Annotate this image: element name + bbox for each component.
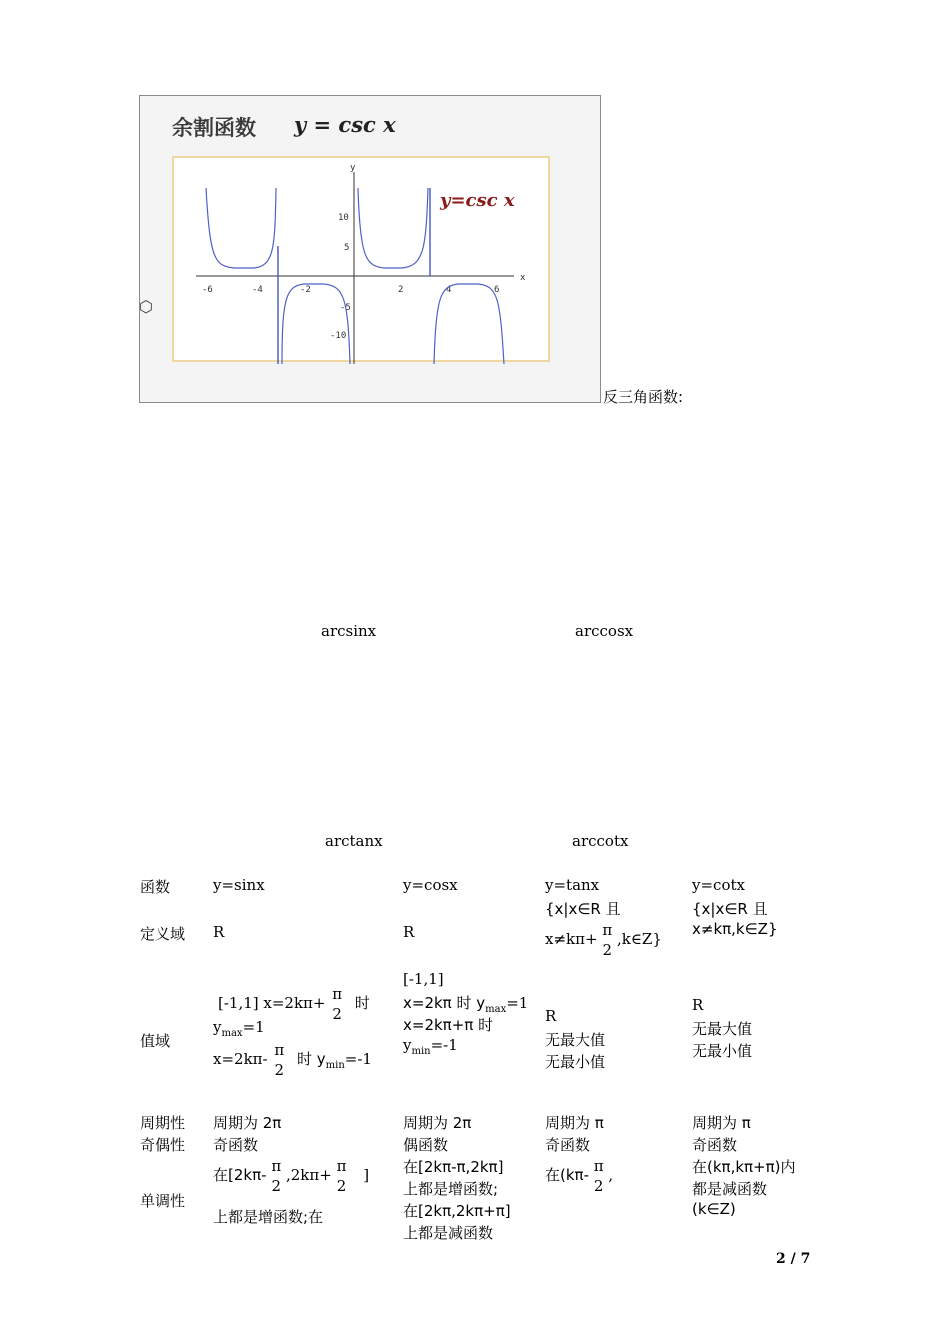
cot-name: y=cotx bbox=[692, 876, 745, 894]
section-heading: 反三角函数: bbox=[603, 388, 684, 406]
tan-period: 周期为 π bbox=[545, 1114, 604, 1132]
page-number: 2 / 7 bbox=[776, 1251, 811, 1267]
plot-legend: y=csc x bbox=[440, 190, 515, 211]
cos-range-line3: x=2kπ+π 时 bbox=[403, 1016, 494, 1034]
sin-parity: 奇函数 bbox=[213, 1136, 259, 1154]
y-tick-label: 5 bbox=[344, 243, 350, 253]
x-tick-label: 6 bbox=[494, 285, 500, 295]
csc-branch bbox=[282, 284, 350, 364]
graph-label-arcsin: arcsinx bbox=[321, 622, 377, 640]
sin-domain: R bbox=[213, 923, 225, 941]
row-header-monotonicity: 单调性 bbox=[140, 1192, 186, 1210]
x-tick-label: -4 bbox=[252, 285, 263, 295]
sin-monotonicity-line1: 在[2kπ- π 2 ,2kπ+ π 2 ] bbox=[213, 1157, 370, 1195]
csc-branch bbox=[206, 188, 276, 268]
tan-monotonicity: 在(kπ- π 2 , bbox=[545, 1157, 614, 1195]
cos-range-line1: [-1,1] bbox=[403, 970, 444, 988]
cot-range-line3: 无最小值 bbox=[692, 1042, 753, 1060]
tan-parity: 奇函数 bbox=[545, 1136, 591, 1154]
cos-monotonicity-line1: 在[2kπ-π,2kπ] bbox=[403, 1158, 504, 1176]
x-axis-label: x bbox=[520, 273, 526, 283]
y-axis-label: y bbox=[350, 163, 356, 173]
csc-plot bbox=[172, 156, 550, 362]
cos-range-line2: x=2kπ 时 $y_{max}=1$ bbox=[403, 994, 529, 1015]
tan-range-line2: 无最大值 bbox=[545, 1031, 606, 1049]
cot-monotonicity-line2: 都是减函数 bbox=[692, 1180, 768, 1198]
cos-name: y=cosx bbox=[403, 876, 458, 894]
tan-range-line3: 无最小值 bbox=[545, 1053, 606, 1071]
row-header-period: 周期性 bbox=[140, 1114, 186, 1132]
cot-monotonicity-line1: 在(kπ,kπ+π)内 bbox=[692, 1158, 796, 1176]
cos-domain: R bbox=[403, 923, 415, 941]
x-tick-label: 4 bbox=[446, 285, 452, 295]
cos-range-line4: $y_{min}=-1$ bbox=[403, 1036, 458, 1057]
cot-range-line1: R bbox=[692, 996, 704, 1014]
tan-domain-line2: x≠kπ+ π 2 ,k∈Z} bbox=[545, 921, 662, 959]
sin-name: y=sinx bbox=[213, 876, 265, 894]
sin-range-line1: [-1,1] x=2kπ+ π 2 时 bbox=[218, 985, 370, 1023]
cot-parity: 奇函数 bbox=[692, 1136, 738, 1154]
sin-range-line2: $y_{max}=1$ bbox=[213, 1018, 265, 1039]
y-tick-label: 10 bbox=[338, 213, 349, 223]
row-header-parity: 奇偶性 bbox=[140, 1136, 186, 1154]
sin-range-line3: x=2kπ- π 2 时 $y_{min}=-1$ bbox=[213, 1041, 372, 1079]
graph-label-arccot: arccotx bbox=[572, 832, 629, 850]
graph-label-arccos: arccosx bbox=[575, 622, 634, 640]
tan-name: y=tanx bbox=[545, 876, 600, 894]
y-tick-label: -10 bbox=[330, 331, 347, 341]
x-tick-label: 2 bbox=[398, 285, 404, 295]
corner-glyph-icon: ⬡ bbox=[139, 297, 153, 316]
csc-plot-svg bbox=[174, 158, 552, 364]
sin-period: 周期为 2π bbox=[213, 1114, 282, 1132]
cos-monotonicity-line4: 上都是减函数 bbox=[403, 1224, 494, 1242]
tan-domain-line1: {x|x∈R 且 bbox=[545, 900, 621, 918]
graph-label-arctan: arctanx bbox=[325, 832, 383, 850]
cot-range-line2: 无最大值 bbox=[692, 1020, 753, 1038]
cot-domain-line2: x≠kπ,k∈Z} bbox=[692, 920, 778, 938]
cos-monotonicity-line3: 在[2kπ,2kπ+π] bbox=[403, 1202, 511, 1220]
cos-monotonicity-line2: 上都是增函数; bbox=[403, 1180, 499, 1198]
cot-domain-line1: {x|x∈R 且 bbox=[692, 900, 768, 918]
cot-period: 周期为 π bbox=[692, 1114, 751, 1132]
row-header-range: 值域 bbox=[140, 1032, 171, 1050]
figure-equation: y = csc x bbox=[294, 112, 396, 137]
y-tick-label: -5 bbox=[340, 303, 351, 313]
cos-period: 周期为 2π bbox=[403, 1114, 472, 1132]
csc-branch bbox=[358, 188, 428, 268]
csc-branch bbox=[434, 284, 504, 364]
row-header-function: 函数 bbox=[140, 878, 171, 896]
x-tick-label: -2 bbox=[300, 285, 311, 295]
sin-monotonicity-line2: 上都是增函数;在 bbox=[213, 1208, 324, 1226]
tan-range-line1: R bbox=[545, 1007, 557, 1025]
x-tick-label: -6 bbox=[202, 285, 213, 295]
cot-monotonicity-line3: (k∈Z) bbox=[692, 1200, 736, 1218]
figure-title: 余割函数 bbox=[172, 116, 256, 140]
cos-parity: 偶函数 bbox=[403, 1136, 449, 1154]
row-header-domain: 定义域 bbox=[140, 925, 186, 943]
